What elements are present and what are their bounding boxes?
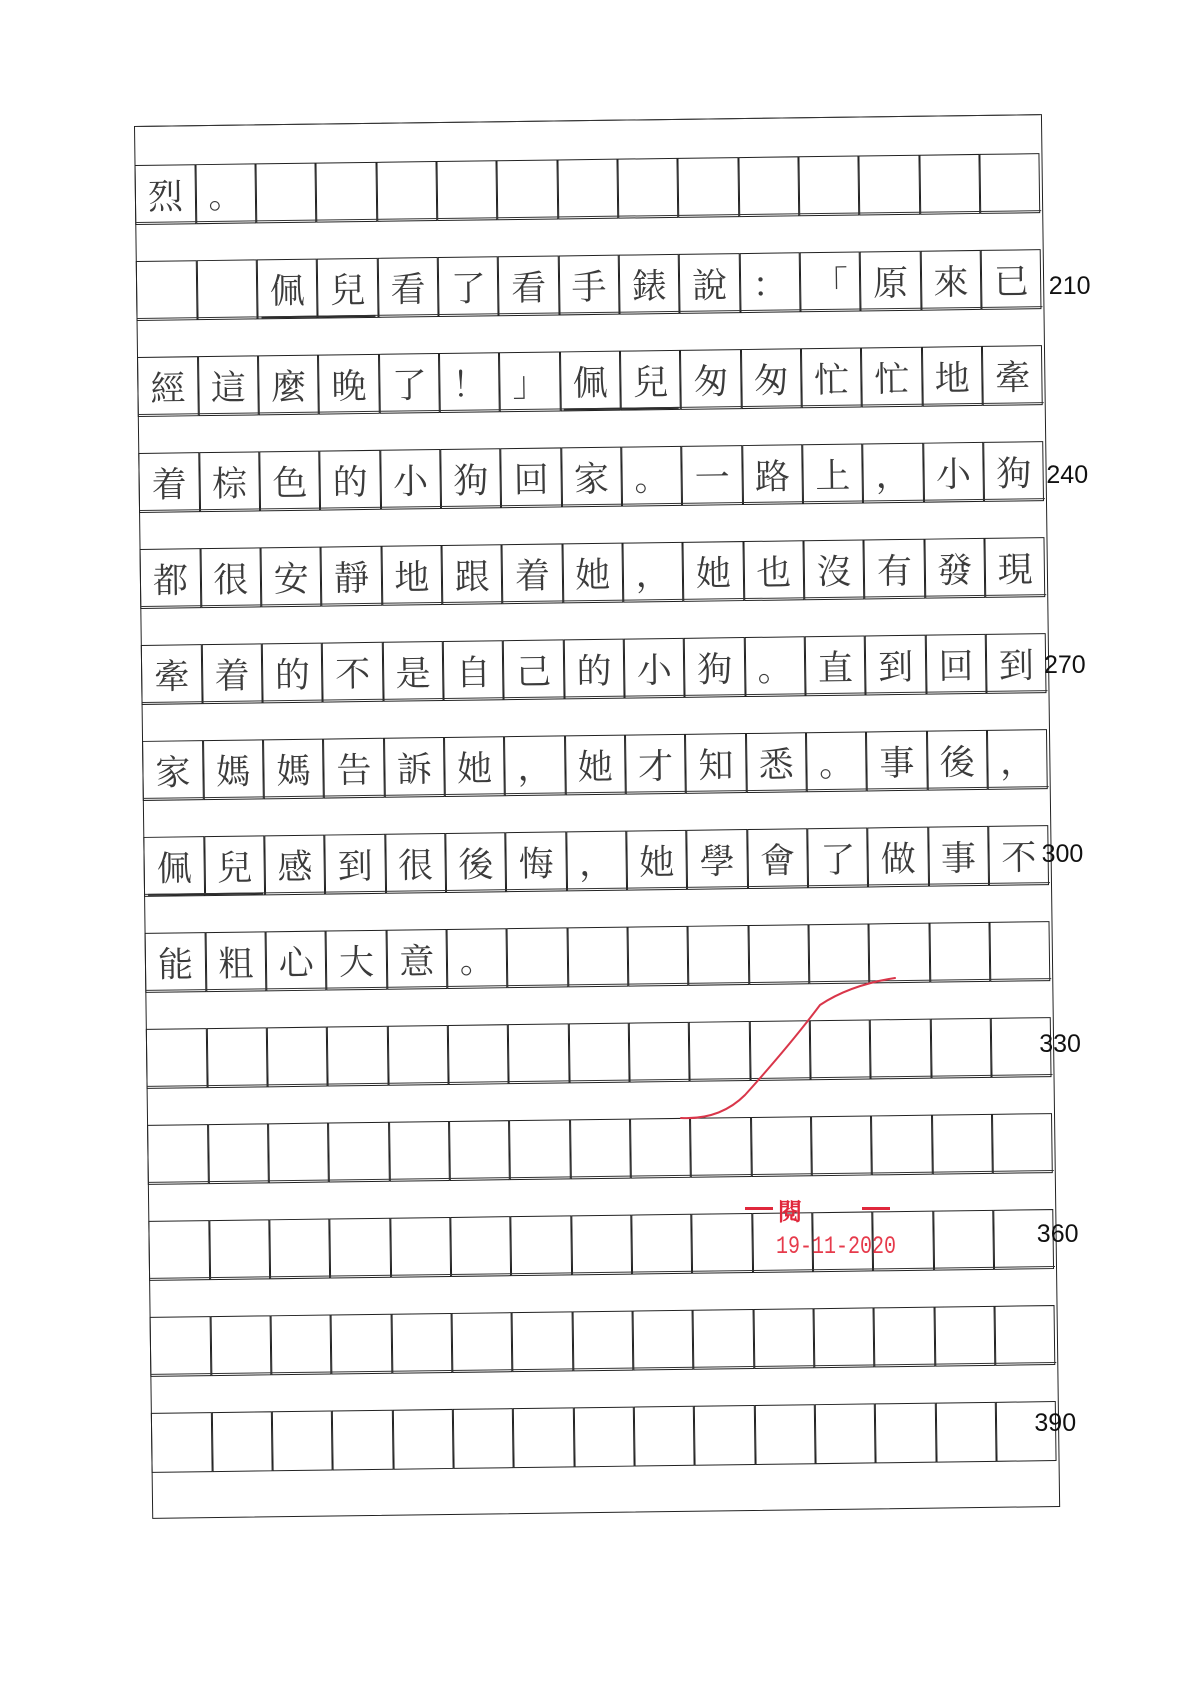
grid-cell: 牽 bbox=[982, 345, 1043, 406]
grid-cell: 來 bbox=[920, 250, 981, 311]
grid-cell: 看 bbox=[498, 255, 559, 316]
grid-cell: 。 bbox=[621, 446, 682, 507]
grid-cell: 不 bbox=[322, 642, 383, 703]
grid-cell: 做 bbox=[868, 827, 929, 888]
grid-cell: 這 bbox=[198, 355, 259, 416]
grid-cell: 狗 bbox=[684, 637, 745, 698]
grid-cell: 忙 bbox=[861, 347, 922, 408]
grid-cell: 了 bbox=[438, 256, 499, 317]
word-count-label: 300 bbox=[1041, 840, 1084, 869]
grid-cell: 現 bbox=[984, 537, 1045, 598]
grid-cell: ， bbox=[863, 443, 924, 504]
grid-cell: 能 bbox=[145, 932, 206, 993]
grid-cell: 媽 bbox=[263, 739, 324, 800]
grid-cell: 晚 bbox=[318, 354, 379, 415]
grid-cell: ： bbox=[739, 252, 800, 313]
grid-cell: 一 bbox=[682, 445, 743, 506]
grid-cell: 。 bbox=[806, 731, 867, 792]
grid-cell: 」 bbox=[499, 351, 560, 412]
grid-cell: ， bbox=[504, 735, 565, 796]
grid-cell: 事 bbox=[928, 826, 989, 887]
grid-cell: 「 bbox=[800, 252, 861, 313]
grid-cell: 。 bbox=[195, 163, 256, 224]
grid-cell: 。 bbox=[447, 928, 508, 989]
grid-cell: 悔 bbox=[506, 831, 567, 892]
grid-cell: 色 bbox=[259, 451, 320, 512]
grid-cell: 訴 bbox=[384, 737, 445, 798]
grid-cell: 媽 bbox=[203, 739, 264, 800]
grid-cell: 已 bbox=[981, 249, 1042, 310]
grid-cell: ， bbox=[566, 831, 627, 892]
grid-cell: 悉 bbox=[746, 732, 807, 793]
grid-cell: 兒 bbox=[204, 835, 265, 896]
grid-cell: 上 bbox=[802, 443, 863, 504]
grid-cell: 的 bbox=[563, 639, 624, 700]
grid-cell: 都 bbox=[140, 548, 201, 609]
grid-cell: 經 bbox=[137, 356, 198, 417]
grid-cell: 才 bbox=[625, 734, 686, 795]
grid-cell: ， bbox=[623, 542, 684, 603]
grid-cell: 感 bbox=[264, 835, 325, 896]
grid-cell: 也 bbox=[743, 540, 804, 601]
grid-cell: 地 bbox=[381, 545, 442, 606]
word-count-label: 390 bbox=[1034, 1409, 1077, 1438]
grid-cell: 手 bbox=[558, 255, 619, 316]
grid-cell: 意 bbox=[386, 929, 447, 990]
grid-cell: 狗 bbox=[983, 441, 1044, 502]
grid-cell: 着 bbox=[502, 543, 563, 604]
grid-cell: 匆 bbox=[680, 349, 741, 410]
grid-cell: 很 bbox=[385, 833, 446, 894]
grid-cell: 了 bbox=[379, 353, 440, 414]
grid-cell: 她 bbox=[565, 735, 626, 796]
grid-cell: 着 bbox=[202, 643, 263, 704]
grid-cell: 知 bbox=[685, 733, 746, 794]
grid-cell: 回 bbox=[501, 447, 562, 508]
grid-cell: 是 bbox=[382, 641, 443, 702]
word-count-label: 330 bbox=[1039, 1030, 1081, 1058]
grid-cell: 後 bbox=[927, 730, 988, 791]
grid-cell: 狗 bbox=[440, 448, 501, 509]
review-stamp-label: 閱 bbox=[778, 1197, 802, 1226]
grid-cell: 她 bbox=[444, 736, 505, 797]
word-count-label: 270 bbox=[1044, 650, 1086, 679]
grid-cell: 直 bbox=[805, 635, 866, 696]
grid-cell: 佩 bbox=[257, 259, 318, 320]
grid-cell: 小 bbox=[380, 449, 441, 510]
grid-cell: 她 bbox=[626, 830, 687, 891]
grid-cell: 回 bbox=[925, 634, 986, 695]
grid-cell: 錶 bbox=[619, 254, 680, 315]
grid-cell: 安 bbox=[261, 547, 322, 608]
word-count-label: 240 bbox=[1046, 461, 1089, 490]
grid-cell: 後 bbox=[445, 832, 506, 893]
grid-cell: 的 bbox=[320, 450, 381, 511]
grid-cell: 到 bbox=[325, 834, 386, 895]
grid-cell: 說 bbox=[679, 253, 740, 314]
grid-cell: 看 bbox=[377, 257, 438, 318]
grid-cell: 跟 bbox=[442, 544, 503, 605]
grid-cell: 。 bbox=[744, 636, 805, 697]
grid-cell: 會 bbox=[747, 828, 808, 889]
grid-cell: 很 bbox=[200, 547, 261, 608]
grid-cell: 家 bbox=[142, 740, 203, 801]
grid-cell: 學 bbox=[687, 829, 748, 890]
review-stamp-date: 19-11-2020 bbox=[776, 1233, 897, 1262]
grid-cell: 告 bbox=[323, 738, 384, 799]
grid-cell: 原 bbox=[860, 251, 921, 312]
grid-cell: 她 bbox=[562, 543, 623, 604]
grid-cell: 路 bbox=[742, 444, 803, 505]
grid-cell: 事 bbox=[866, 731, 927, 792]
grid-cell: ！ bbox=[439, 352, 500, 413]
grid-cell: 家 bbox=[561, 447, 622, 508]
grid-cell: 己 bbox=[503, 639, 564, 700]
word-count-label: 360 bbox=[1036, 1219, 1079, 1248]
grid-cell: 小 bbox=[624, 638, 685, 699]
stamp-dash-left bbox=[745, 1207, 773, 1210]
grid-cell: 牽 bbox=[141, 644, 202, 705]
grid-cell: 了 bbox=[807, 827, 868, 888]
grid-cell: 忙 bbox=[801, 347, 862, 408]
grid-cell: 地 bbox=[922, 346, 983, 407]
grid-cell: 到 bbox=[986, 633, 1047, 694]
grid-cell: 小 bbox=[923, 442, 984, 503]
grid-cell: 心 bbox=[266, 931, 327, 992]
grid-cell: 兒 bbox=[317, 258, 378, 319]
grid-cell: 麼 bbox=[258, 355, 319, 416]
grid-cell: 着 bbox=[139, 452, 200, 513]
grid-cell: 到 bbox=[865, 635, 926, 696]
word-count-label: 210 bbox=[1048, 271, 1091, 300]
grid-cell: 靜 bbox=[321, 546, 382, 607]
grid-cell: 匆 bbox=[741, 348, 802, 409]
grid-cell: 大 bbox=[326, 930, 387, 991]
grid-cell: 佩 bbox=[144, 836, 205, 897]
stamp-dash-right bbox=[862, 1207, 890, 1210]
grid-cell: 棕 bbox=[199, 451, 260, 512]
grid-cell: 沒 bbox=[804, 539, 865, 600]
grid-cell: 粗 bbox=[205, 931, 266, 992]
grid-cell: 的 bbox=[262, 643, 323, 704]
grid-cell: 佩 bbox=[560, 351, 621, 412]
grid-cell: ， bbox=[987, 729, 1048, 790]
grid-cell: 兒 bbox=[620, 350, 681, 411]
grid-cell: 她 bbox=[683, 541, 744, 602]
grid-cell: 有 bbox=[864, 539, 925, 600]
grid-cell: 不 bbox=[988, 825, 1049, 886]
grid-cell: 發 bbox=[924, 538, 985, 599]
grid-cell: 自 bbox=[443, 640, 504, 701]
grid-cell: 烈 bbox=[135, 164, 196, 225]
